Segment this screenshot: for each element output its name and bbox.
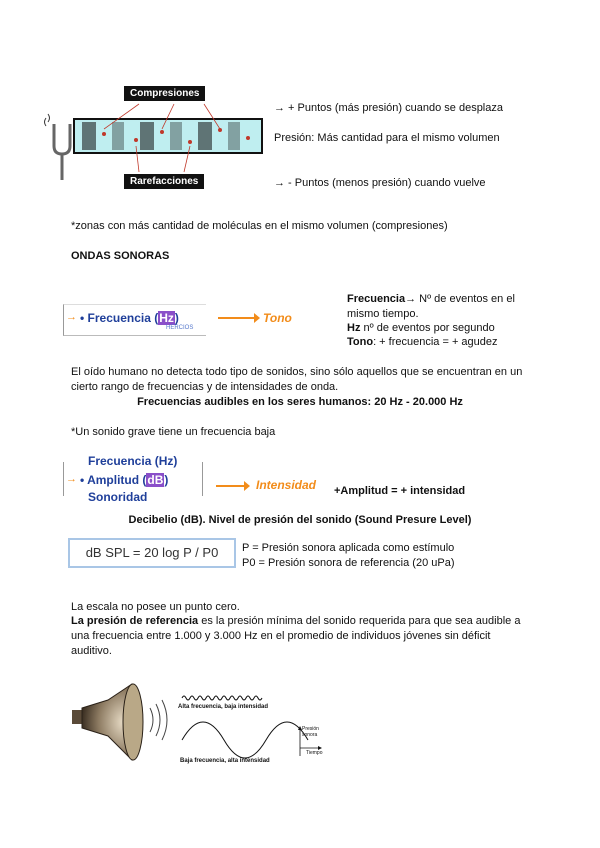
- hercios-sublabel: HERCIOS: [166, 325, 194, 331]
- presion-axis-label: Presión sonora: [302, 726, 319, 738]
- sonoridad-cut-label: Sonoridad: [88, 490, 148, 504]
- formula-p-def: P = Presión sonora aplicada como estímulo: [242, 542, 455, 554]
- alta-frecuencia-caption: Alta frecuencia, baja intensidad: [178, 704, 269, 710]
- audible-range: Frecuencias audibles en los seres humanos: 20 Hz - 20.000 Hz: [137, 396, 463, 408]
- note-pressure: Presión: Más cantidad para el mismo volumen: [274, 132, 500, 144]
- frecuencia-definition: Frecuencia→ Nº de eventos en el mismo tiempo.: [347, 293, 515, 320]
- amplitud-label: • Amplitud (dB): [80, 473, 169, 487]
- frecuencia-label: • Frecuencia (Hz): [80, 311, 179, 325]
- tono-label: Tono: [263, 311, 292, 325]
- arrow-line: [218, 317, 258, 319]
- zonas-note: *zonas con más cantidad de moléculas en el mismo volumen (compresiones): [71, 220, 448, 232]
- escala-note: La escala no posee un punto cero.: [71, 601, 240, 613]
- amplitud-rule: +Amplitud = + intensidad: [334, 485, 466, 497]
- reference-pressure-paragraph: La presión de referencia es la presión mínima del sonido requerida para que sea audible a una frecuencia entre 1.000 y 3.000 Hz en el promedio de individuos jóvenes sin déficit auditivo.: [71, 615, 521, 657]
- decibelio-heading: Decibelio (dB). Nivel de presión del sonido (Sound Presure Level): [128, 514, 472, 526]
- formula-p0-def: P0 = Presión sonora de referencia (20 uPa): [242, 557, 455, 569]
- amplitud-box: [63, 454, 203, 504]
- note-rarefaction: → - Puntos (menos presión) cuando vuelve: [274, 177, 486, 189]
- intensidad-label: Intensidad: [256, 478, 317, 492]
- compresiones-label: Compresiones: [124, 86, 205, 101]
- tiempo-axis-label: Tiempo: [306, 750, 323, 756]
- arrow-line: [216, 485, 246, 487]
- frecuencia-cut-label: Frecuencia (Hz): [88, 454, 178, 468]
- arrow-head-icon: [254, 313, 260, 323]
- baja-frecuencia-caption: Baja frecuencia, alta intensidad: [180, 758, 270, 764]
- arrow-icon: →: [66, 311, 77, 323]
- arrow-head-icon: [244, 481, 250, 491]
- rarefacciones-label: Rarefacciones: [124, 174, 204, 189]
- note-compression: → + Puntos (más presión) cuando se desplaza: [274, 102, 503, 114]
- hz-definition: Hz nº de eventos por segundo: [347, 322, 495, 334]
- tono-definition: Tono: + frecuencia = + agudez: [347, 336, 498, 348]
- frecuencia-box: [63, 304, 206, 336]
- speaker-figure: [70, 678, 340, 778]
- grave-note: *Un sonido grave tiene un frecuencia baja: [71, 426, 276, 438]
- formula-box: dB SPL = 20 log P / P0: [68, 538, 236, 568]
- heading-ondas-sonoras: ONDAS SONORAS: [71, 250, 170, 262]
- arrow-icon: →: [66, 473, 77, 485]
- paragraph-oido: El oído humano no detecta todo tipo de sonidos, sino sólo aquellos que se encuentran en un cierto rango de frecuencias y de intensidades de onda.: [71, 366, 523, 393]
- compression-diagram: [44, 84, 266, 194]
